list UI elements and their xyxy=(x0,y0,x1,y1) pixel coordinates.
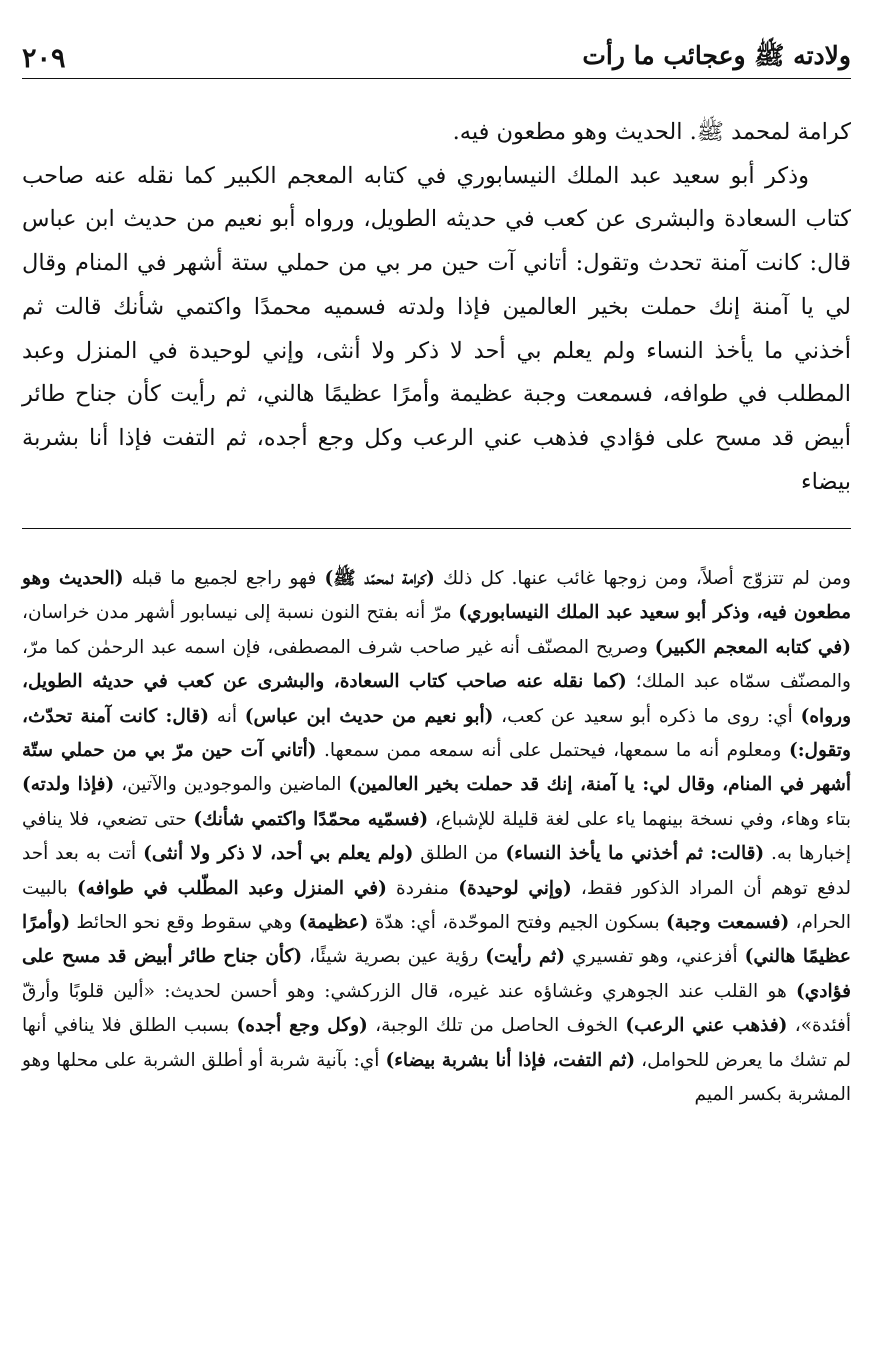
commentary-quoted-matn: (أتاني آت حين مرّ بي من حملي ستّة أشهر في المنام، وقال لي: يا آمنة، إنك قد حملت بخير العالمين) xyxy=(22,740,852,796)
running-title: ولادته ﷺ وعجائب ما رأت xyxy=(582,40,851,70)
commentary-run: أنه xyxy=(209,705,245,727)
commentary-text xyxy=(22,562,851,1113)
commentary-run: رؤية عين بصرية شيئًا، xyxy=(302,946,486,968)
commentary-run: هو القلب عند الجوهري وغشاؤه عند غيره، قال الزركشي: وهو أحسن لحديث: «ألين قلوبًا وأرقّ أفئدة»، xyxy=(22,980,852,1037)
commentary-quoted-matn: (في المنزل وعبد المطّلب في طوافه) xyxy=(76,877,387,899)
commentary-quoted-matn: (ولم يعلم بي أحد، لا ذكر ولا أنثى) xyxy=(143,843,414,865)
commentary-run: أي: بآنية شربة أو أطلق الشربة على محلها وهو المشربة بكسر الميم xyxy=(22,1049,851,1106)
main-paragraph: كرامة لمحمد ﷺ. الحديث وهو مطعون فيه. xyxy=(452,119,851,145)
commentary-run: مرّ أنه بفتح النون نسبة إلى نيسابور أشهر مدن خراسان، xyxy=(22,602,459,624)
commentary-run: ومن لم تتزوّج أصلاً، ومن زوجها غائب عنها. كل ذلك xyxy=(434,568,851,589)
commentary-run: أتت به بعد أحد لدفع توهم أن المراد الذكور فقط، xyxy=(22,843,851,899)
commentary-run: وهي سقوط وقع نحو الحائط xyxy=(70,912,299,934)
commentary-run: فهو راجع لجميع ما قبله xyxy=(123,568,325,589)
commentary-run: وصريح المصنّف أنه غير صاحب شرف المصطفى، فإن اسمه عبد الرحمٰن كما مرّ، والمصنّف سمّاه عبد الملك؛ xyxy=(22,636,851,693)
commentary-run: ومعلوم أنه ما سمعها، فيحتمل على أنه سمعه ممن سمعها. xyxy=(316,740,789,762)
commentary-run: بالبيت الحرام، xyxy=(22,877,851,934)
commentary-quoted-matn: (فذهب عني الرعب) xyxy=(625,1015,788,1037)
commentary-quoted-matn: (وأمرًا عظيمًا هالني) xyxy=(22,912,851,968)
commentary-quoted-matn: (كرامة لمحمّد ﷺ) xyxy=(324,568,435,589)
commentary-quoted-matn: (ثم التفت، فإذا أنا بشربة بيضاء) xyxy=(385,1049,636,1071)
commentary-quoted-matn: (فسمّيه محمّدًا واكتمي شأنك) xyxy=(193,808,429,830)
commentary-quoted-matn: (في كتابه المعجم الكبير) xyxy=(654,636,851,658)
commentary-quoted-matn: (أبو نعيم من حديث ابن عباس) xyxy=(244,705,494,727)
footnote-divider xyxy=(22,528,851,529)
commentary-run: الماضين والموجودين والآتين، xyxy=(114,774,349,796)
commentary-run: بسكون الجيم وفتح الموحّدة، أي: هدّة xyxy=(368,912,666,934)
page-header xyxy=(22,38,851,79)
commentary-run: الخوف الحاصل من تلك الوجبة، xyxy=(367,1015,626,1037)
commentary-quoted-matn: (قالت: ثم أخذني ما يأخذ النساء) xyxy=(505,843,765,865)
commentary-run: حتى تضعي، فلا ينافي إخبارها به. xyxy=(22,808,851,865)
commentary-quoted-matn: (قال: كانت آمنة تحدّث، وتقول:) xyxy=(22,705,851,762)
commentary-quoted-matn: (وإني لوحيدة) xyxy=(458,877,572,899)
commentary-quoted-matn: (كما نقله عنه صاحب كتاب السعادة، والبشرى عن كعب في حديثه الطويل، ورواه) xyxy=(22,671,851,727)
commentary-quoted-matn: (وكل وجع أجده) xyxy=(236,1015,368,1037)
commentary-run: من الطلق xyxy=(413,843,506,865)
commentary-quoted-matn: (الحديث وهو مطعون فيه، وذكر أبو سعيد عبد الملك النيسابوري) xyxy=(22,568,851,624)
commentary-quoted-matn: (فإذا ولدته) xyxy=(22,774,115,796)
main-text xyxy=(22,111,851,504)
commentary-run: منفردة xyxy=(386,877,459,899)
commentary-run: أي: روى ما ذكره أبو سعيد عن كعب، xyxy=(493,705,801,727)
main-paragraph: وذكر أبو سعيد عبد الملك النيسابوري في كتابه المعجم الكبير كما نقله عنه صاحب كتاب السعادة والبشرى عن كعب في حديثه الطويل، ورواه أبو نعيم من حديث ابن عباس قال: كانت آمنة تحدث وتقول: أتاني آت حين مر بي من حملي ستة أشهر في المنام وقال لي يا آمنة إنك حملت بخير العالمين فإذا ولدته فسميه محمدًا واكتمي شأنك قالت ثم أخذني ما يأخذ النساء ولم يعلم بي أحد لا ذكر ولا أنثى، وإني لوحيدة في المنزل وعبد المطلب في طوافه، فسمعت وجبة عظيمة وأمرًا عظيمًا هالني، ثم رأيت كأن جناح طائر أبيض قد مسح على فؤادي فذهب عني الرعب وكل وجع أجده، ثم التفت فإذا أنا بشربة بيضاء xyxy=(22,162,851,495)
commentary-quoted-matn: (كأن جناح طائر أبيض قد مسح على فؤادي) xyxy=(22,946,851,1002)
commentary-paragraph xyxy=(22,562,851,1113)
commentary-run: بسبب الطلق فلا ينافي أنها لم تشك ما يعرض للحوامل، xyxy=(22,1015,851,1071)
commentary-run: أفزعني، وهو تفسيري xyxy=(565,946,745,968)
commentary-quoted-matn: (عظيمة) xyxy=(298,912,369,934)
commentary-quoted-matn: (فسمعت وجبة) xyxy=(665,912,790,934)
commentary-quoted-matn: (ثم رأيت) xyxy=(485,946,566,968)
commentary-run: بتاء وهاء، وفي نسخة بينهما ياء على لغة قليلة للإشباع، xyxy=(428,808,851,830)
page-number: ٢٠٩ xyxy=(22,42,66,74)
